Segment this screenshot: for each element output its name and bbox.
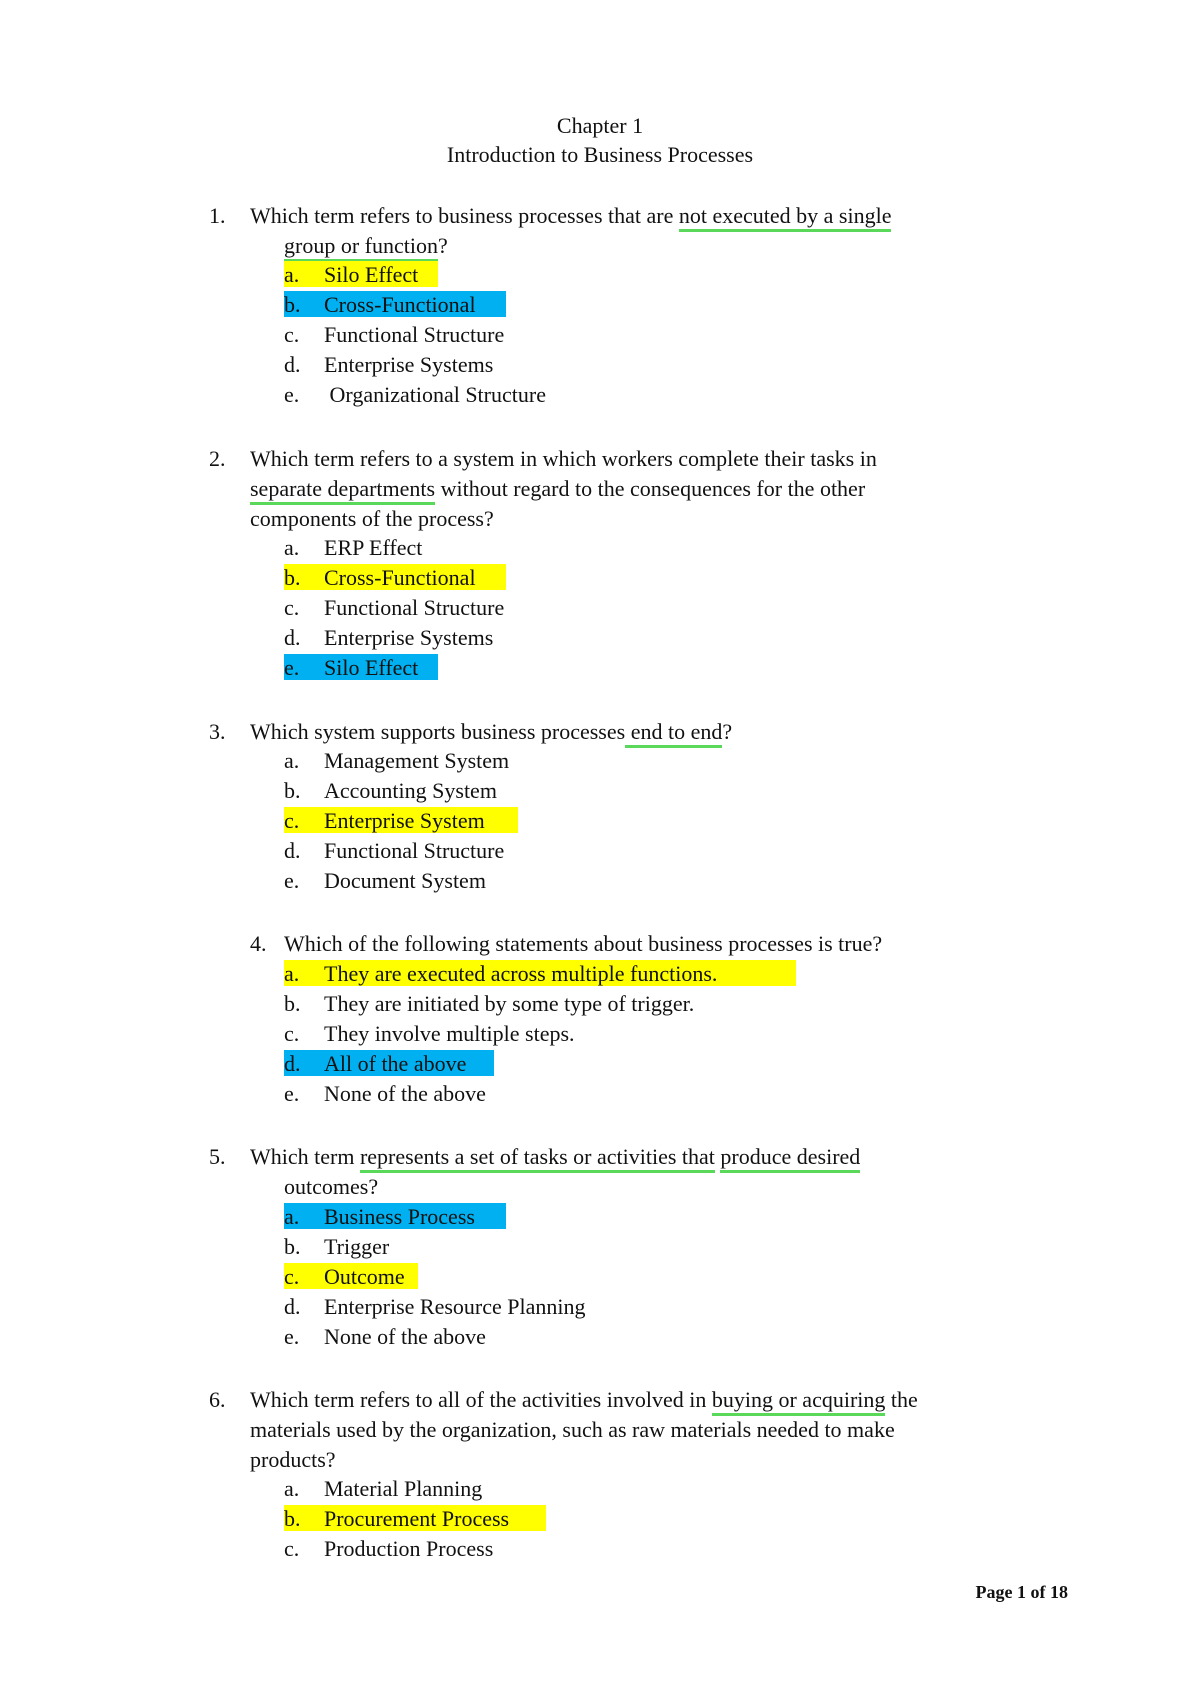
question-text-line: separate departments without regard to the consequences for the other (250, 475, 865, 503)
question-text-line: Which system supports business processes end to end? (250, 718, 732, 746)
option-b-highlighted: b. Cross-Functional (284, 291, 506, 317)
question-text-line: Which of the following statements about business processes is true? (284, 931, 883, 956)
green-underline-annotation: produce desired (720, 1144, 860, 1173)
question-text-line: Which term represents a set of tasks or activities that produce desired (250, 1143, 860, 1171)
question-text-line: Which term refers to all of the activities involved in buying or acquiring the (250, 1386, 918, 1414)
question-number: 4. (250, 931, 267, 956)
question-number: 6. (209, 1387, 226, 1412)
option-d-highlighted: d. All of the above (284, 1050, 494, 1076)
option-e-highlighted: e. Silo Effect (284, 654, 438, 680)
question-number: 3. (209, 719, 226, 744)
question-text-line: products? (250, 1447, 336, 1472)
option-c-highlighted: c. Outcome (284, 1263, 418, 1289)
question-text-line: materials used by the organization, such as raw materials needed to make (250, 1417, 895, 1442)
green-underline-annotation: not executed by a single (679, 203, 892, 232)
option-b-highlighted: b. Cross-Functional (284, 564, 506, 590)
question-text-line: group or function? (284, 232, 448, 260)
document-page: Chapter 1 Introduction to Business Processes 1. Which term refers to business processes that are not executed by a single group or function? a. Silo Effect b. Cross-Functional c. Functional Structure d. Enterprise Systems e. Organizational Structure 2. Which term refers to a system in which workers complete their tasks in separate departments without regard to the consequences for the other components of the process? a. ERP Effect b. Cross-Functional c. Functional Structure d. Enterprise Systems e. Silo Effect 3. Which system supports business processes end to end? a. Management System b. Accounting System c. Enterprise System d. Functional Structure e. Document System 4. Which of the following statements about business processes is true? a. They are executed across multiple functions. b. They are initiated by some type of trigger. c. They involve multiple steps. d. All of the above e. None of the above 5. Which term represents a set of tasks or activities that produce desired outcomes? a. Business Process b. Trigger c. Outcome d. Enterprise Resource Planning e. None of the above 6. Which term refers to all of the activities involved in buying or acquiring the materials used by the organization, such as raw materials needed to make products? a. Material Planning b. Procurement Process c. Production Process Page 1 of 18 (0, 0, 1200, 1696)
question-number: 1. (209, 203, 226, 228)
green-underline-annotation: represents a set of tasks or activities that (360, 1144, 715, 1173)
question-text-line: Which term refers to business processes that are not executed by a single (250, 202, 891, 230)
green-underline-annotation: group or function (284, 233, 438, 262)
page-number: Page 1 of 18 (975, 1582, 1068, 1602)
green-underline-annotation: separate departments (250, 476, 435, 505)
chapter-heading: Chapter 1 (556, 113, 644, 138)
option-a-highlighted: a. They are executed across multiple functions. (284, 960, 796, 986)
option-a-highlighted: a. Business Process (284, 1203, 506, 1229)
option-c-highlighted: c. Enterprise System (284, 807, 518, 833)
question-text-line: components of the process? (250, 506, 494, 531)
option-b-highlighted: b. Procurement Process (284, 1505, 546, 1531)
chapter-title: Introduction to Business Processes (446, 142, 754, 167)
green-underline-annotation: end to end (625, 719, 722, 748)
question-number: 5. (209, 1144, 226, 1169)
option-a-highlighted: a. Silo Effect (284, 261, 438, 287)
question-number: 2. (209, 446, 226, 471)
question-text-line: outcomes? (284, 1174, 379, 1199)
question-text-line: Which term refers to a system in which workers complete their tasks in (250, 446, 877, 471)
green-underline-annotation: buying or acquiring (712, 1387, 886, 1416)
